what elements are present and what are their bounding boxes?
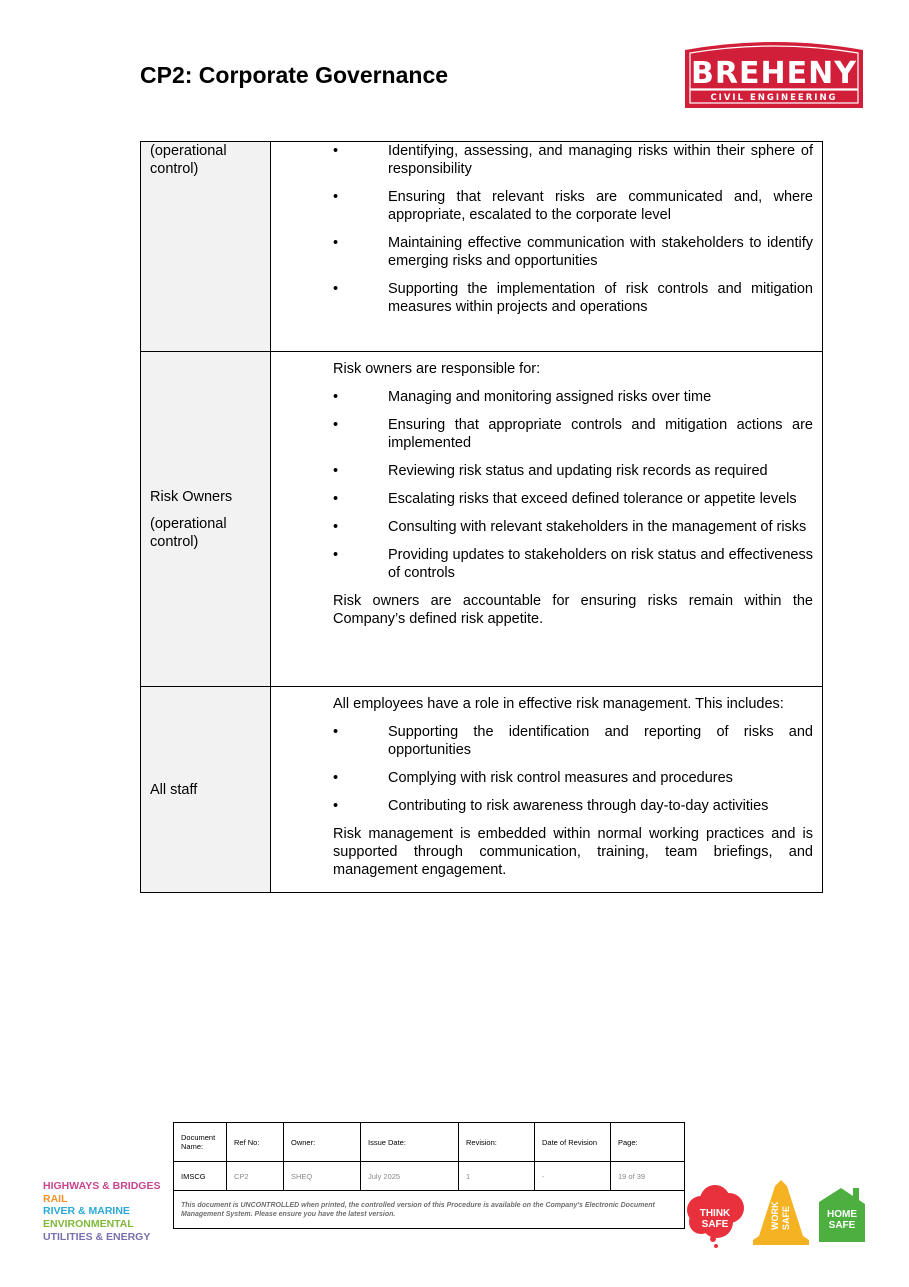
bullet-list xyxy=(333,388,813,582)
list-item: • Supporting the identification and reporting of risks and opportunities xyxy=(333,723,813,759)
date-of-revision-header: Date of Revision xyxy=(535,1123,611,1162)
sector-environmental: ENVIRONMENTAL xyxy=(43,1218,134,1231)
responsibilities-table xyxy=(140,141,823,893)
think-safe-text: SAFE xyxy=(701,1219,729,1230)
think-text: THINK xyxy=(699,1208,731,1219)
role-cell xyxy=(141,352,271,687)
list-item: • Providing updates to stakeholders on risk status and effectiveness of controls xyxy=(333,546,813,582)
work-safe-text: SAFE xyxy=(781,1205,791,1230)
home-text: HOME xyxy=(827,1209,857,1220)
sector-rail: RAIL xyxy=(43,1192,68,1205)
safety-badges xyxy=(683,1178,868,1250)
closing-text: Risk management is embedded within normal working practices and is supported through communication, training, team briefings, and management engagement. xyxy=(333,826,813,878)
home-safe-house-icon xyxy=(819,1188,865,1242)
sector-utilities-energy: UTILITIES & ENERGY xyxy=(43,1230,151,1243)
bullet-list xyxy=(333,723,813,815)
bullet-list xyxy=(333,142,813,316)
work-safe-cone-icon xyxy=(753,1180,809,1245)
intro-text: Risk owners are responsible for: xyxy=(333,361,541,377)
list-item: • Maintaining effective communication with stakeholders to identify emerging risks and opportunities xyxy=(333,234,813,270)
footer-value-row xyxy=(174,1162,685,1191)
home-safe-text: SAFE xyxy=(828,1220,856,1231)
document-name-value: IMSCG xyxy=(174,1162,227,1191)
issue-date-header: Issue Date: xyxy=(361,1123,459,1162)
role-label: All staff xyxy=(150,781,198,798)
list-item: • Complying with risk control measures and procedures xyxy=(333,769,813,787)
description-cell xyxy=(271,687,823,893)
list-item: • Managing and monitoring assigned risks over time xyxy=(333,388,813,406)
list-item: • Ensuring that relevant risks are communicated and, where appropriate, escalated to the corporate level xyxy=(333,188,813,224)
ref-no-value: CP2 xyxy=(227,1162,284,1191)
list-item: • Escalating risks that exceed defined tolerance or appetite levels xyxy=(333,490,813,508)
list-item: • Contributing to risk awareness through day-to-day activities xyxy=(333,797,813,815)
date-of-revision-value: - xyxy=(535,1162,611,1191)
list-item: • Identifying, assessing, and managing risks within their sphere of responsibility xyxy=(333,142,813,178)
document-name-header: Document Name: xyxy=(174,1123,227,1162)
description-cell xyxy=(271,142,823,352)
uncontrolled-notice: This document is UNCONTROLLED when printed, the controlled version of this Procedure is available on the Company's Electronic Document Management System. Please ensure you have the latest version. xyxy=(174,1191,685,1229)
owner-header: Owner: xyxy=(284,1123,361,1162)
revision-value: 1 xyxy=(459,1162,535,1191)
list-item: • Supporting the implementation of risk controls and mitigation measures within projects and operations xyxy=(333,280,813,316)
work-text: WORK xyxy=(770,1201,780,1230)
role-label: (operational control) xyxy=(150,143,227,177)
role-sublabel: (operational control) xyxy=(150,515,227,550)
issue-date-value: July 2025 xyxy=(361,1162,459,1191)
table-row xyxy=(141,142,823,352)
logo-subtitle: CIVIL ENGINEERING xyxy=(710,93,838,103)
document-control-table xyxy=(173,1122,685,1229)
page-header: Page: xyxy=(611,1123,685,1162)
owner-value: SHEQ xyxy=(284,1162,361,1191)
list-item: • Ensuring that appropriate controls and mitigation actions are implemented xyxy=(333,416,813,452)
page-title: CP2: Corporate Governance xyxy=(140,62,449,88)
ref-no-header: Ref No: xyxy=(227,1123,284,1162)
list-item: • Reviewing risk status and updating risk records as required xyxy=(333,462,813,480)
intro-text: All employees have a role in effective risk management. This includes: xyxy=(333,696,784,712)
role-cell xyxy=(141,142,271,352)
think-safe-icon xyxy=(687,1185,744,1248)
footer-header-row xyxy=(174,1123,685,1162)
revision-header: Revision: xyxy=(459,1123,535,1162)
footer-notice-row xyxy=(174,1191,685,1229)
table-row xyxy=(141,352,823,687)
sector-river-marine: RIVER & MARINE xyxy=(43,1205,130,1218)
table-row xyxy=(141,687,823,893)
role-cell xyxy=(141,687,271,893)
sector-list xyxy=(43,1180,160,1244)
sector-highways: HIGHWAYS & BRIDGES xyxy=(43,1180,161,1192)
page-number-value: 19 of 39 xyxy=(611,1162,685,1191)
role-label: Risk Owners xyxy=(150,488,233,505)
list-item: • Consulting with relevant stakeholders in the management of risks xyxy=(333,518,813,536)
company-logo xyxy=(683,38,865,110)
logo-wordmark: BREHENY xyxy=(691,56,857,91)
description-cell xyxy=(271,352,823,687)
closing-text: Risk owners are accountable for ensuring risks remain within the Company’s defined risk appetite. xyxy=(333,593,813,627)
